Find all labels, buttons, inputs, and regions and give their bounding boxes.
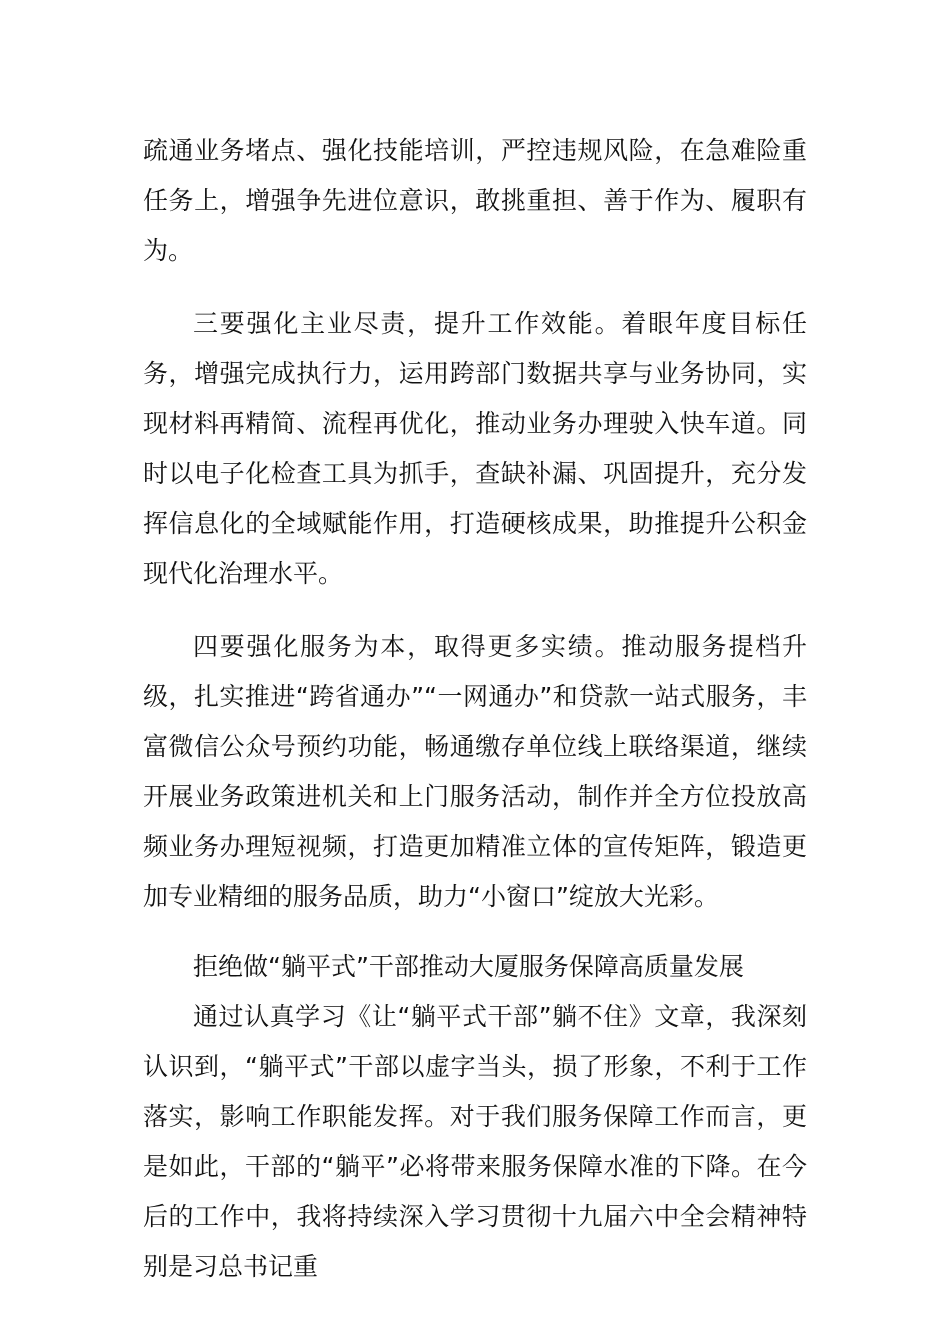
paragraph-continuation: 疏通业务堵点、强化技能培训，严控违规风险，在急难险重任务上，增强争先进位意识，敢挑重担、善于作为、履职有为。 — [143, 136, 807, 265]
paragraph-study-reflection: 通过认真学习《让“躺平式干部”躺不住》文章，我深刻认识到，“躺平式”干部以虚字当头，损了形象，不利于工作落实，影响工作职能发挥。对于我们服务保障工作而言，更是如此，干部的“躺平”必将带来服务保障水准的下降。在今后的工作中，我将持续深入学习贯彻十九届六中全会精神特别是习总书记重 — [143, 1002, 807, 1281]
section-heading: 拒绝做“躺平式”干部推动大厦服务保障高质量发展 — [193, 952, 744, 981]
paragraph-third-requirement: 三要强化主业尽责，提升工作效能。着眼年度目标任务，增强完成执行力，运用跨部门数据共享与业务协同，实现材料再精简、流程再优化，推动业务办理驶入快车道。同时以电子化检查工具为抓手，查缺补漏、巩固提升，充分发挥信息化的全域赋能作用，打造硬核成果，助推提升公积金现代化治理水平。 — [143, 309, 807, 588]
document-page — [143, 126, 807, 1292]
paragraph-fourth-requirement: 四要强化服务为本，取得更多实绩。推动服务提档升级，扎实推进“跨省通办”“一网通办”和贷款一站式服务，丰富微信公众号预约功能，畅通缴存单位线上联络渠道，继续开展业务政策进机关和上门服务活动，制作并全方位投放高频业务办理短视频，打造更加精准立体的宣传矩阵，锻造更加专业精细的服务品质，助力“小窗口”绽放大光彩。 — [143, 632, 807, 911]
